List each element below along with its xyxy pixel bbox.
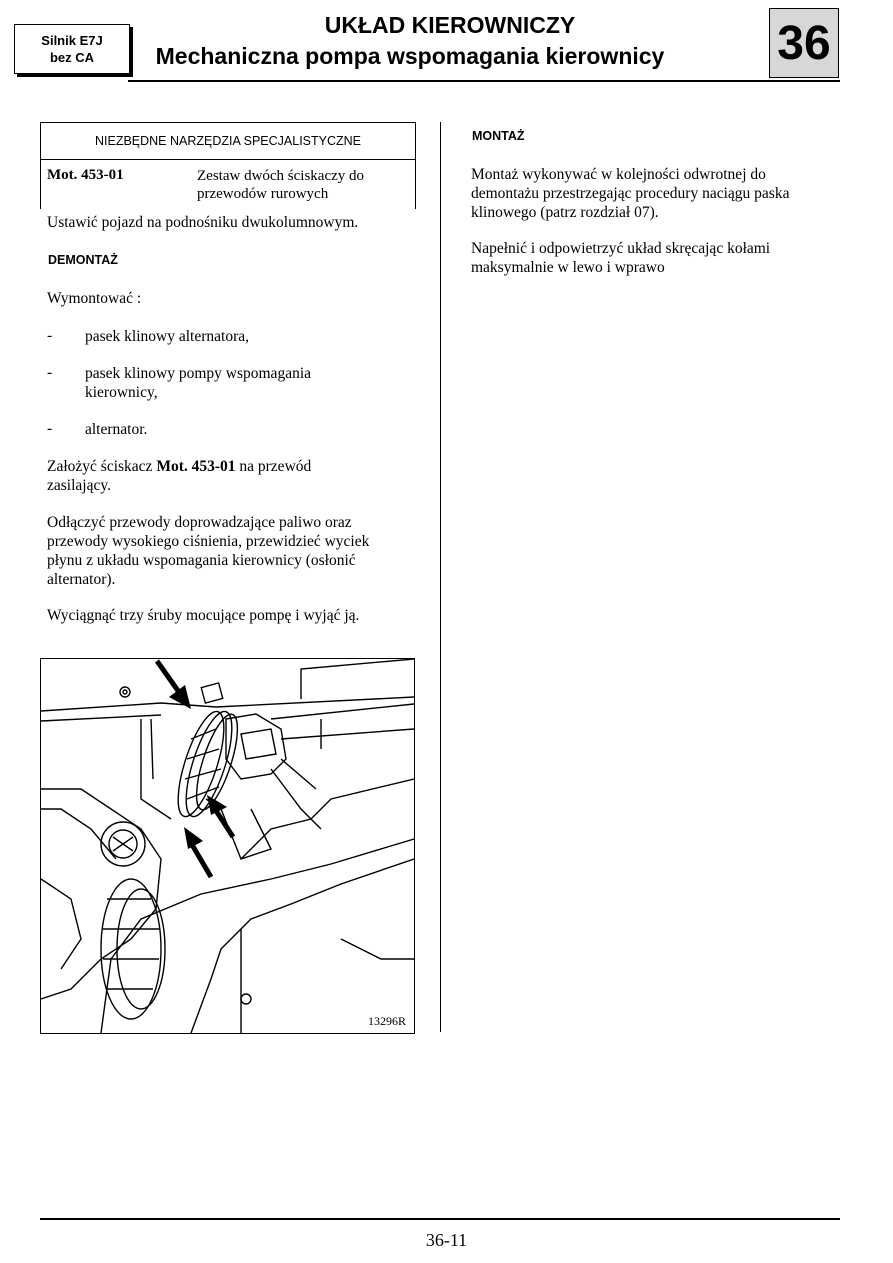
list-bullet: - — [47, 364, 53, 381]
page-number: 36-11 — [425, 1230, 468, 1250]
engine-label-box — [14, 24, 130, 74]
footer-divider — [40, 1218, 840, 1220]
list-item: pasek klinowy pompy wspomagania kierownicy, — [85, 365, 312, 401]
tools-table — [40, 122, 416, 209]
clamp-tool-code: Mot. 453-01 — [156, 458, 236, 475]
tools-table-heading: NIEZBĘDNE NARZĘDZIA SPECJALISTYCZNE — [41, 123, 415, 160]
page-title: UKŁAD KIEROWNICZY — [324, 12, 576, 38]
tool-code: Mot. 453-01 — [47, 167, 124, 183]
page-subtitle: Mechaniczna pompa wspomagania kierownicy — [155, 43, 665, 69]
list-item: alternator. — [85, 421, 148, 438]
list-item: pasek klinowy alternatora, — [85, 328, 249, 345]
header-divider — [128, 80, 840, 82]
intro-text: Ustawić pojazd na podnośniku dwukolumnowym. — [47, 214, 359, 231]
engine-line-2: bez CA — [49, 50, 95, 65]
pump-drawing — [41, 659, 414, 1033]
fill-text: Napełnić i odpowietrzyć układ skręcając kołami maksymalnie w lewo i wprawo — [471, 240, 771, 276]
list-bullet: - — [47, 327, 53, 344]
figure-code: 13296R — [367, 1014, 406, 1028]
install-text: Montaż wykonywać w kolejności odwrotnej do demontażu przestrzegając procedury naciągu paska klinowego (patrz rozdział 07). — [471, 166, 790, 221]
engine-line-1: Silnik E7J — [41, 33, 103, 48]
pump-illustration — [40, 658, 415, 1034]
remove-label: Wymontować : — [47, 290, 142, 307]
clamp-text-before: Założyć ściskacz — [47, 458, 157, 475]
removal-heading: DEMONTAŻ — [48, 253, 118, 267]
clamp-text-after: na przewód zasilający. — [47, 458, 312, 494]
column-divider — [440, 122, 441, 1032]
clamp-instruction — [47, 457, 357, 495]
tool-description: Zestaw dwóch ściskaczy do przewodów rurowych — [197, 168, 365, 202]
disconnect-instruction: Odłączyć przewody doprowadzające paliwo oraz przewody wysokiego ciśnienia, przewidzieć wyciek płynu z układu wspomagania kierownicy (osłonić alternator). — [47, 514, 370, 588]
remove-pump-instruction: Wyciągnąć trzy śruby mocujące pompę i wyjąć ją. — [47, 607, 360, 624]
install-heading: MONTAŻ — [472, 129, 525, 143]
chapter-number: 36 — [769, 8, 839, 78]
list-bullet: - — [47, 420, 53, 437]
